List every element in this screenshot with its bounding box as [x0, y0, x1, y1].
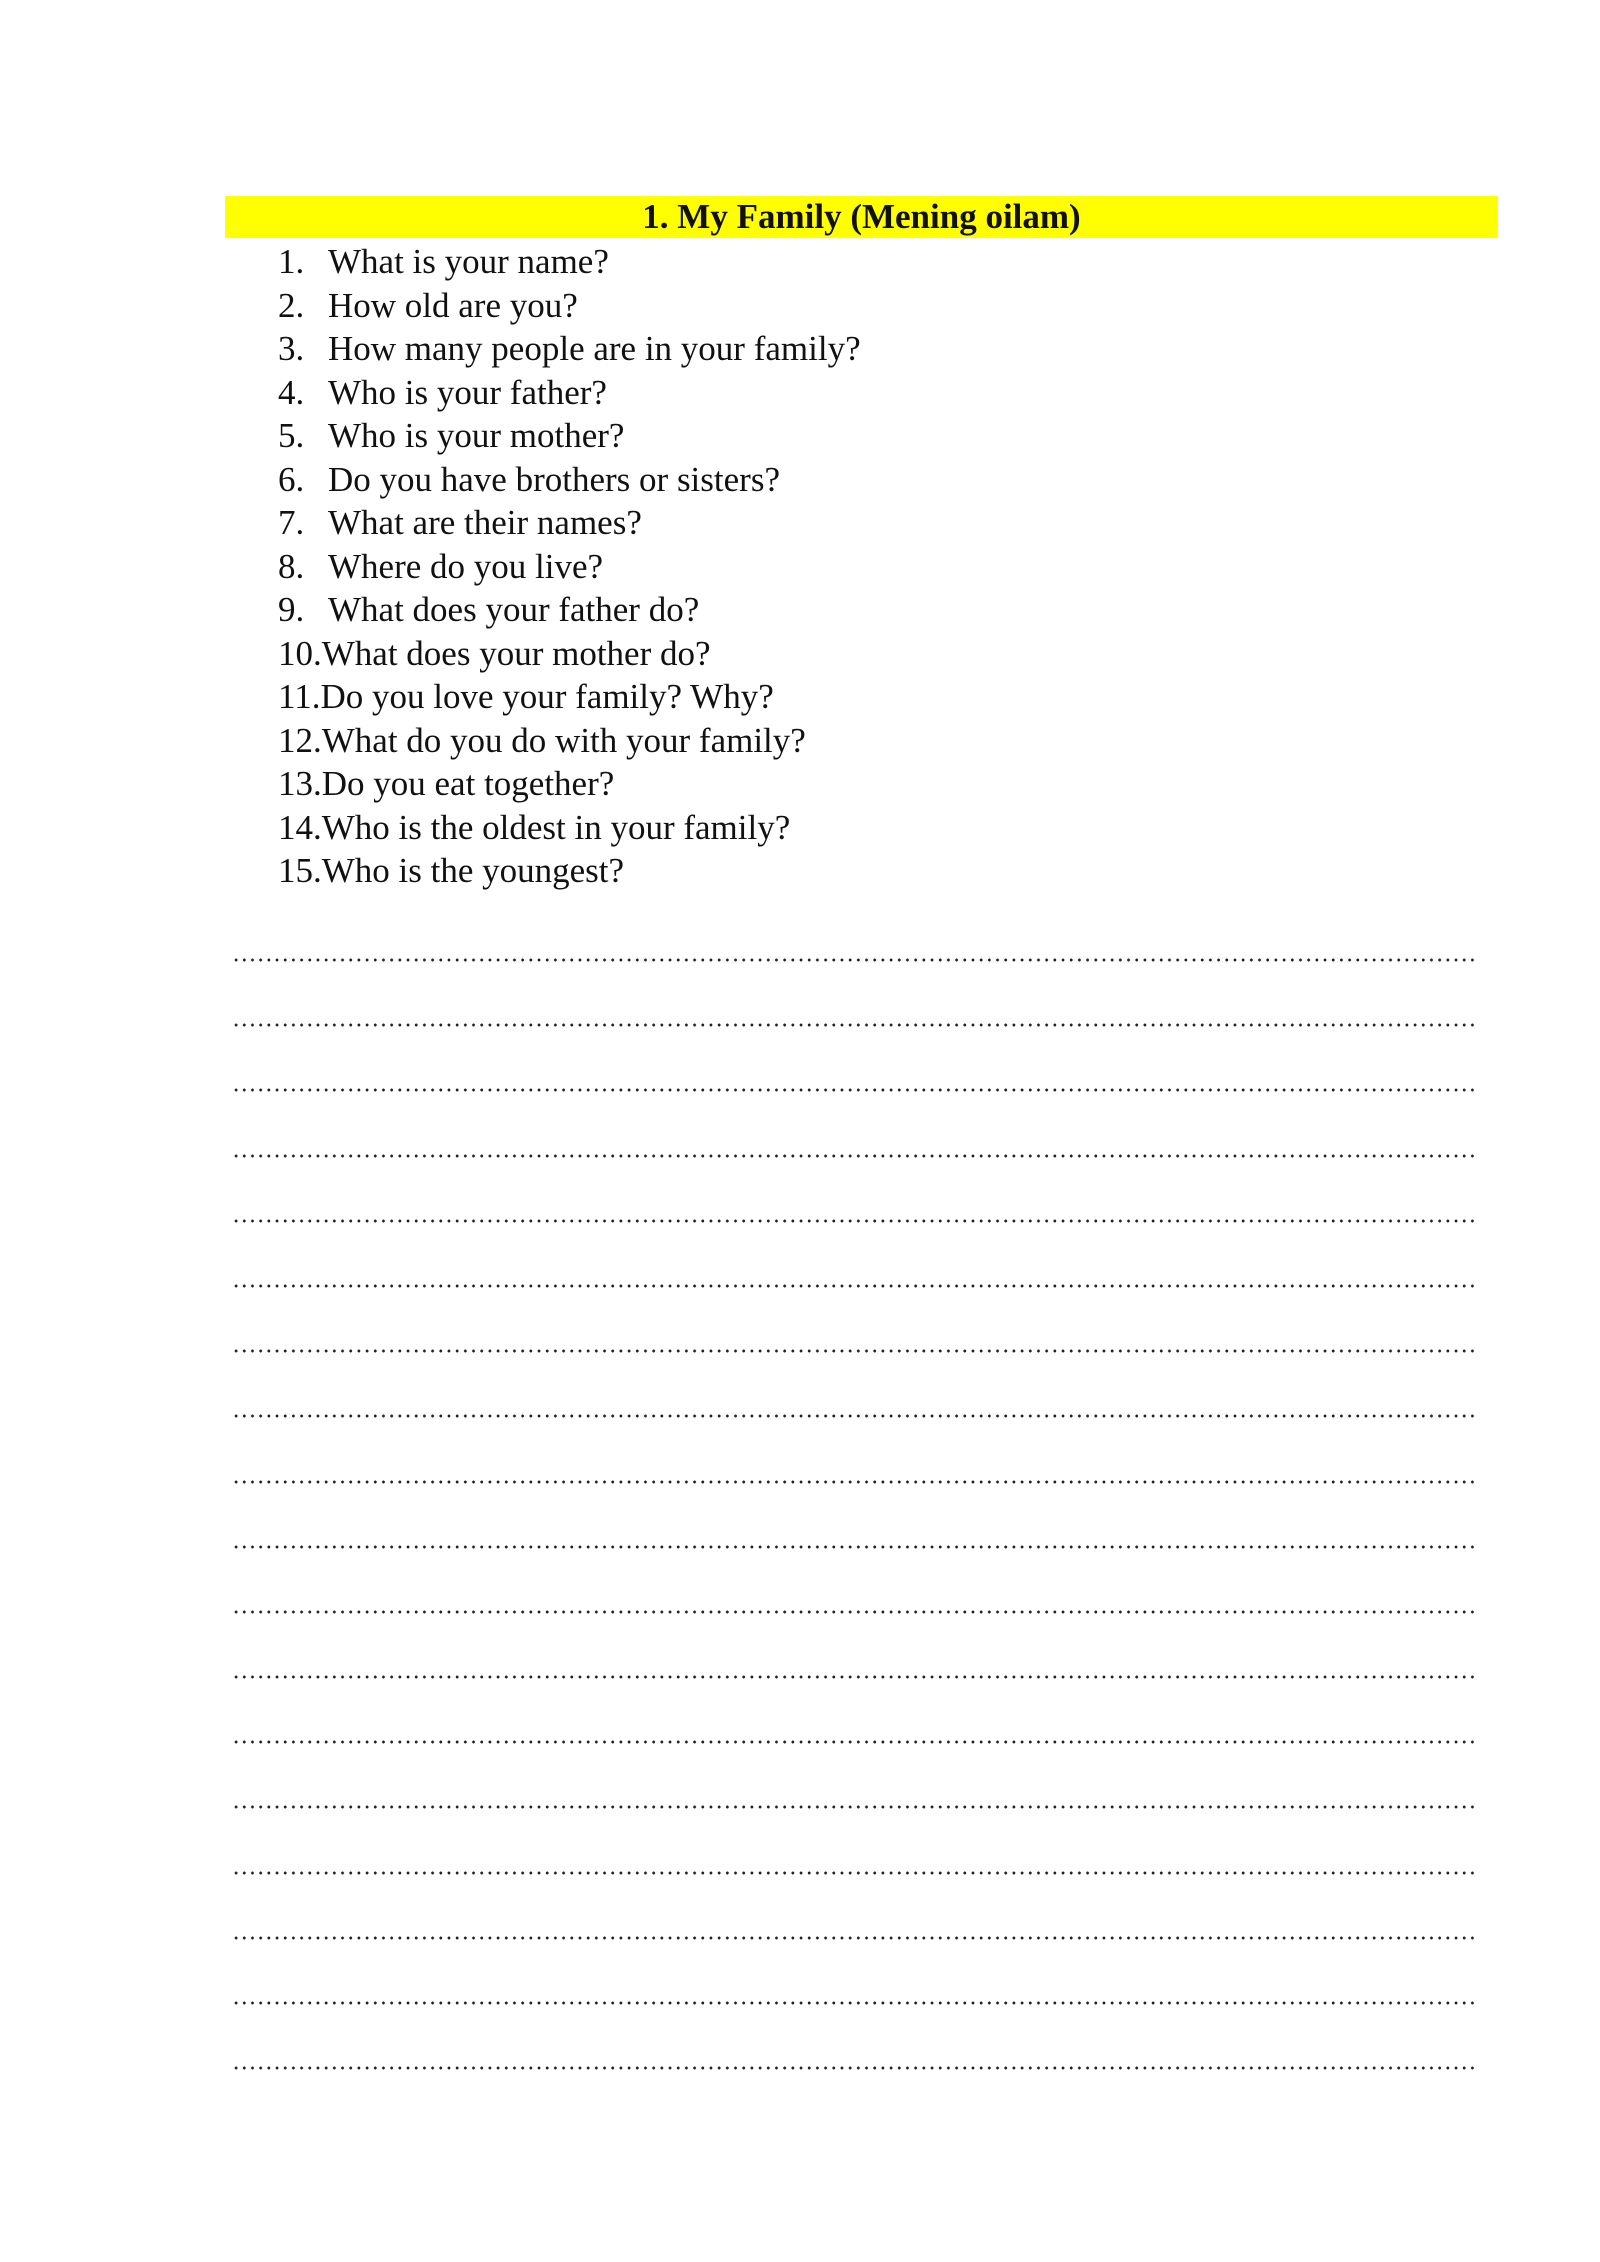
answer-line[interactable]	[232, 1985, 1477, 2050]
answer-line[interactable]	[232, 942, 1477, 1007]
dotted-rule	[232, 1545, 1477, 1549]
question-item	[278, 675, 861, 719]
question-item	[278, 545, 861, 589]
answer-line[interactable]	[232, 1138, 1477, 1203]
question-number: 14.	[278, 807, 322, 847]
answer-line[interactable]	[232, 1072, 1477, 1137]
dotted-rule	[232, 1610, 1477, 1614]
dotted-rule	[232, 1675, 1477, 1679]
answer-line[interactable]	[232, 1594, 1477, 1659]
dotted-rule	[232, 1088, 1477, 1092]
dotted-rule	[232, 1740, 1477, 1744]
question-text: How old are you?	[328, 285, 578, 325]
question-number: 3.	[278, 329, 305, 368]
answer-line[interactable]	[232, 1268, 1477, 1333]
answer-line[interactable]	[232, 1529, 1477, 1594]
question-text: How many people are in your family?	[328, 329, 861, 368]
dotted-rule	[232, 958, 1477, 962]
dotted-rule	[232, 1154, 1477, 1158]
dotted-rule	[232, 1284, 1477, 1288]
dotted-rule	[232, 1219, 1477, 1223]
question-item	[278, 501, 861, 545]
question-text: What does your mother do?	[321, 633, 711, 673]
answer-line[interactable]	[232, 2050, 1477, 2115]
question-text: Who is the oldest in your family?	[321, 807, 791, 847]
answer-lines	[232, 942, 1477, 2115]
question-item	[278, 240, 861, 284]
question-item	[278, 719, 861, 763]
dotted-rule	[232, 1414, 1477, 1418]
answer-line[interactable]	[232, 1007, 1477, 1072]
answer-line[interactable]	[232, 1398, 1477, 1463]
question-number: 2.	[278, 285, 305, 325]
dotted-rule	[232, 2001, 1477, 2005]
question-item	[278, 849, 861, 893]
question-item	[278, 588, 861, 632]
answer-line[interactable]	[232, 1464, 1477, 1529]
question-item	[278, 371, 861, 415]
question-text: What is your name?	[328, 242, 609, 281]
heading-highlight	[225, 196, 1498, 238]
question-number: 15.	[278, 851, 322, 890]
question-number: 6.	[278, 459, 305, 499]
question-item	[278, 806, 861, 850]
question-number: 8.	[278, 546, 305, 586]
answer-line[interactable]	[232, 1333, 1477, 1398]
dotted-rule	[232, 1023, 1477, 1027]
question-text: Do you have brothers or sisters?	[328, 459, 780, 499]
question-text: What does your father do?	[328, 590, 700, 629]
question-item	[278, 762, 861, 806]
question-number: 10.	[278, 633, 322, 673]
answer-line[interactable]	[232, 1659, 1477, 1724]
question-number: 5.	[278, 416, 305, 455]
dotted-rule	[232, 1871, 1477, 1875]
answer-line[interactable]	[232, 1855, 1477, 1920]
question-number: 1.	[278, 242, 305, 281]
question-number: 11.	[278, 677, 321, 716]
question-number: 12.	[278, 720, 322, 760]
question-text: Where do you live?	[328, 546, 604, 586]
dotted-rule	[232, 2066, 1477, 2070]
question-list	[278, 240, 861, 893]
answer-line[interactable]	[232, 1920, 1477, 1985]
dotted-rule	[232, 1480, 1477, 1484]
answer-line[interactable]	[232, 1789, 1477, 1854]
dotted-rule	[232, 1349, 1477, 1353]
question-number: 7.	[278, 503, 305, 542]
question-item	[278, 327, 861, 371]
question-number: 9.	[278, 590, 305, 629]
question-text: What do you do with your family?	[321, 720, 806, 760]
question-text: Who is your father?	[328, 372, 607, 412]
page-title: 1. My Family (Mening oilam)	[642, 197, 1081, 236]
question-text: Do you eat together?	[321, 764, 615, 803]
question-item	[278, 632, 861, 676]
question-item	[278, 414, 861, 458]
question-text: Do you love your family? Why?	[320, 677, 774, 716]
question-number: 13.	[278, 764, 322, 803]
question-item	[278, 284, 861, 328]
question-number: 4.	[278, 372, 305, 412]
answer-line[interactable]	[232, 1203, 1477, 1268]
question-text: What are their names?	[328, 503, 642, 542]
answer-line[interactable]	[232, 1724, 1477, 1789]
dotted-rule	[232, 1805, 1477, 1809]
question-text: Who is your mother?	[328, 416, 625, 455]
dotted-rule	[232, 1936, 1477, 1940]
question-item	[278, 458, 861, 502]
question-text: Who is the youngest?	[321, 851, 625, 890]
